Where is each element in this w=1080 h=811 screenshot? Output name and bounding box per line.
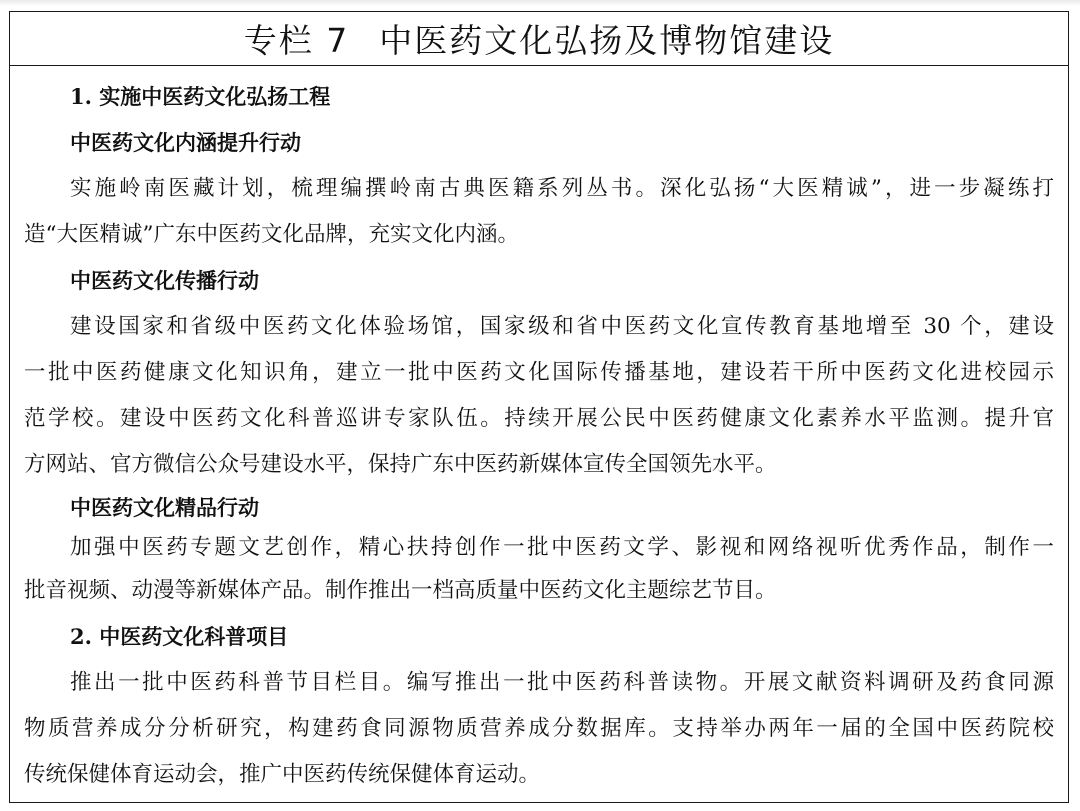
column-box: [9, 11, 1069, 803]
paragraph-communication: [24, 304, 1054, 488]
section-heading-2: 2. 中医药文化科普项目: [70, 624, 289, 649]
paragraph-line: 一批中医药健康文化知识角，建立一批中医药文化国际传播基地，建设若干所中医药文化进校园示: [24, 360, 1054, 385]
subsection-heading-communication: 中医药文化传播行动: [70, 268, 259, 293]
subsection-heading-boutique: 中医药文化精品行动: [70, 495, 259, 520]
column-title-text: 中医药文化弘扬及博物馆建设: [379, 21, 835, 60]
subsection-heading-content-upgrade: 中医药文化内涵提升行动: [70, 130, 301, 155]
paragraph-line: 推出一批中医药科普节目栏目。编写推出一批中医药科普读物。开展文献资料调研及药食同源: [70, 670, 1054, 695]
paragraph-boutique: [24, 528, 1054, 614]
paragraph-line: 加强中医药专题文艺创作，精心扶持创作一批中医药文学、影视和网络视听优秀作品，制作一: [70, 535, 1054, 560]
paragraph-line: 范学校。建设中医药文化科普巡讲专家队伍。持续开展公民中医药健康文化素养水平监测。提升官: [24, 406, 1054, 431]
title-bar: [10, 12, 1068, 66]
paragraph-line: 方网站、官方微信公众号建设水平，保持广东中医药新媒体宣传全国领先水平。: [24, 452, 777, 477]
column-content: [10, 66, 1068, 798]
paragraph-line: 造“大医精诚”广东中医药文化品牌，充实文化内涵。: [24, 222, 519, 247]
column-number: 专栏 7: [243, 21, 350, 60]
paragraph-popular-science: [24, 660, 1054, 798]
section-heading-1: 1. 实施中医药文化弘扬工程: [70, 84, 331, 109]
paragraph-line: 批音视频、动漫等新媒体产品。制作推出一档高质量中医药文化主题综艺节目。: [24, 578, 777, 603]
page-top-edge: [0, 0, 1080, 6]
paragraph-line: 物质营养成分分析研究，构建药食同源物质营养成分数据库。支持举办两年一届的全国中医药院校: [24, 716, 1054, 741]
paragraph-line: 建设国家和省级中医药文化体验场馆，国家级和省中医药文化宣传教育基地增至 30 个，建设: [70, 314, 1054, 339]
paragraph-line: 传统保健体育运动会，推广中医药传统保健体育运动。: [24, 762, 541, 787]
column-title: [244, 15, 835, 62]
paragraph-content-upgrade: [24, 166, 1054, 258]
paragraph-line: 实施岭南医藏计划，梳理编撰岭南古典医籍系列丛书。深化弘扬“大医精诚”，进一步凝练打: [70, 176, 1054, 201]
